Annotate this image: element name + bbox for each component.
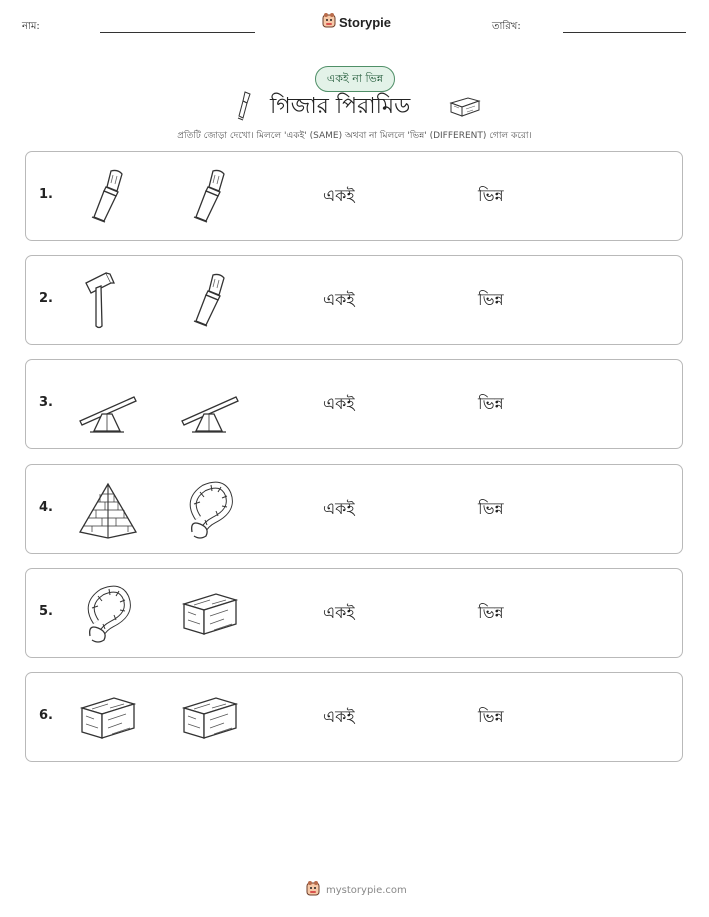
same-choice[interactable]: একই	[323, 603, 355, 622]
stone-block-icon	[78, 688, 138, 748]
chisel-icon	[180, 167, 240, 227]
page-title: গিজার পিরামিড	[270, 94, 411, 119]
date-line[interactable]	[563, 32, 686, 33]
same-choice[interactable]: একই	[323, 707, 355, 726]
question-number: 6.	[39, 708, 53, 723]
question-row	[25, 672, 683, 762]
rope-icon	[180, 480, 240, 540]
chisel-icon	[234, 90, 254, 126]
different-choice[interactable]: ভিন্ন	[478, 290, 504, 309]
stone-block-icon	[180, 688, 240, 748]
storypie-mascot-icon	[306, 880, 320, 900]
different-choice[interactable]: ভিন্ন	[478, 603, 504, 622]
different-choice[interactable]: ভিন্ন	[478, 186, 504, 205]
different-choice[interactable]: ভিন্ন	[478, 499, 504, 518]
mallet-icon	[78, 271, 138, 331]
question-row	[25, 568, 683, 658]
stone-block-icon	[180, 584, 240, 644]
different-choice[interactable]: ভিন্ন	[478, 707, 504, 726]
brand-name: Storypie	[339, 14, 392, 30]
storypie-mascot-icon	[322, 12, 336, 32]
footer	[306, 880, 407, 900]
lever-icon	[78, 375, 138, 435]
name-label: নাম:	[22, 21, 40, 32]
activity-type-badge: একই না ভিন্ন	[315, 66, 395, 92]
question-number: 5.	[39, 604, 53, 619]
rope-icon	[78, 584, 138, 644]
name-line[interactable]	[100, 32, 255, 33]
different-choice[interactable]: ভিন্ন	[478, 394, 504, 413]
chisel-icon	[180, 271, 240, 331]
same-choice[interactable]: একই	[323, 394, 355, 413]
question-row	[25, 255, 683, 345]
instructions: প্রতিটি জোড়া দেখো। মিললে 'একই' (SAME) অথবা না মিললে 'ভিন্ন' (DIFFERENT) গোল করো।	[177, 131, 532, 141]
footer-url[interactable]: mystorypie.com	[326, 884, 407, 896]
chisel-icon	[78, 167, 138, 227]
question-number: 3.	[39, 395, 53, 410]
question-row	[25, 151, 683, 241]
pyramid-icon	[78, 480, 138, 540]
date-label: তারিখ:	[492, 21, 521, 32]
lever-icon	[180, 375, 240, 435]
question-number: 4.	[39, 500, 53, 515]
same-choice[interactable]: একই	[323, 290, 355, 309]
stone-block-icon	[448, 94, 482, 122]
question-row	[25, 464, 683, 554]
brand-logo	[322, 12, 391, 32]
title-row	[0, 88, 709, 124]
same-choice[interactable]: একই	[323, 499, 355, 518]
question-number: 2.	[39, 291, 53, 306]
question-row	[25, 359, 683, 449]
same-choice[interactable]: একই	[323, 186, 355, 205]
question-number: 1.	[39, 187, 53, 202]
